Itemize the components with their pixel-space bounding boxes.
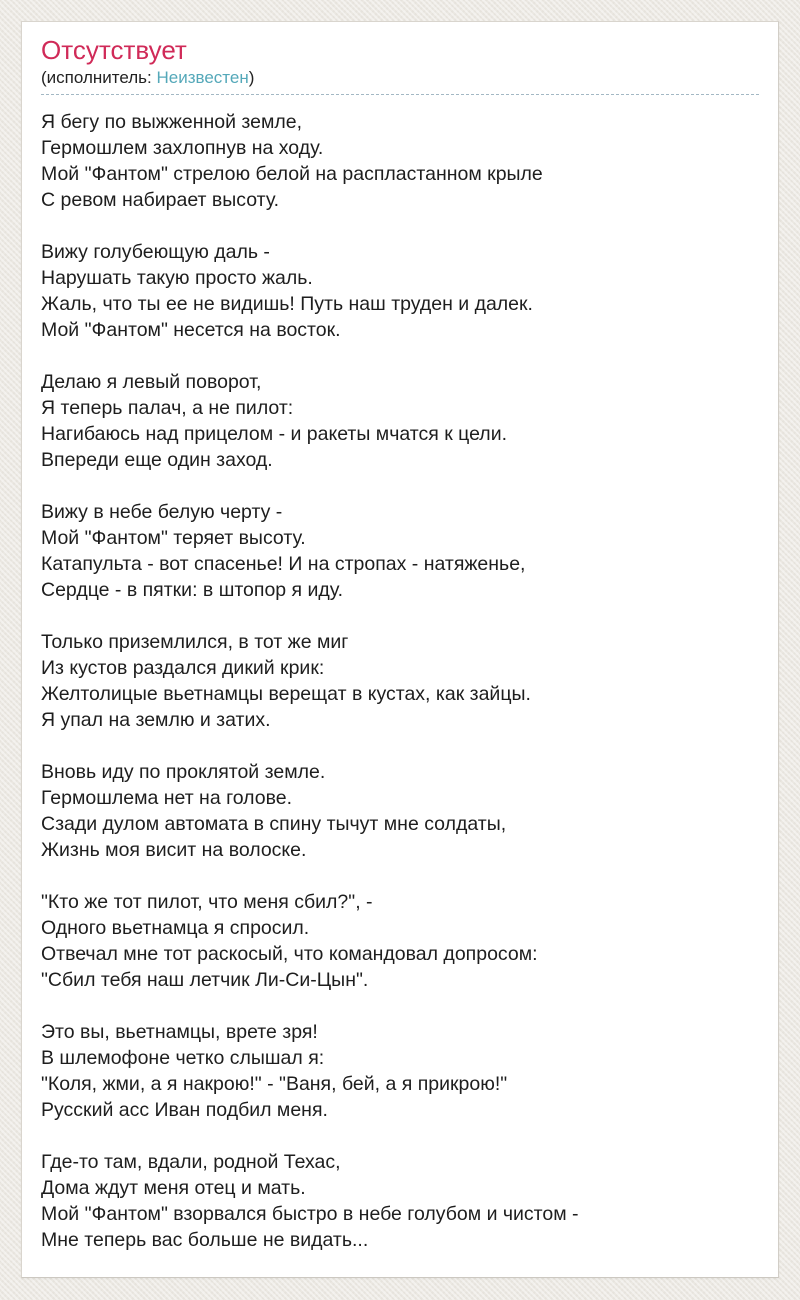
lyric-line: Нарушать такую просто жаль.: [41, 267, 313, 289]
lyric-line: "Сбил тебя наш летчик Ли-Си-Цын".: [41, 969, 369, 991]
lyric-line: С ревом набирает высоту.: [41, 189, 280, 211]
lyric-line: Одного вьетнамца я спросил.: [41, 917, 310, 939]
lyric-line: Жизнь моя висит на волоске.: [41, 839, 307, 861]
lyric-line: В шлемофоне четко слышал я:: [41, 1047, 325, 1069]
lyric-line: Русский асс Иван подбил меня.: [41, 1099, 328, 1121]
lyric-line: Из кустов раздался дикий крик:: [41, 657, 325, 679]
lyric-line: Вижу в небе белую черту -: [41, 501, 283, 523]
lyrics-card: [21, 21, 779, 1278]
stanza: [41, 239, 759, 343]
stanza: [41, 629, 759, 733]
lyric-line: Нагибаюсь над прицелом - и ракеты мчатся к цели.: [41, 423, 508, 445]
lyric-line: Сердце - в пятки: в штопор я иду.: [41, 579, 344, 601]
lyric-line: Жаль, что ты ее не видишь! Путь наш труден и далек.: [41, 293, 533, 315]
lyric-line: Я теперь палач, а не пилот:: [41, 397, 294, 419]
lyric-line: Делаю я левый поворот,: [41, 371, 262, 393]
lyric-line: Вижу голубеющую даль -: [41, 241, 270, 263]
stanza: [41, 499, 759, 603]
lyric-line: Отвечал мне тот раскосый, что командовал допросом:: [41, 943, 538, 965]
song-header: [41, 34, 759, 95]
lyric-line: Я бегу по выжженной земле,: [41, 111, 303, 133]
lyric-line: Я упал на землю и затих.: [41, 709, 271, 731]
lyric-line: Где-то там, вдали, родной Техас,: [41, 1151, 341, 1173]
lyric-line: Катапульта - вот спасенье! И на стропах - натяженье,: [41, 553, 526, 575]
lyric-line: Дома ждут меня отец и мать.: [41, 1177, 306, 1199]
lyric-line: Впереди еще один заход.: [41, 449, 273, 471]
artist-link[interactable]: Неизвестен: [156, 68, 249, 87]
lyric-line: Только приземлился, в тот же миг: [41, 631, 349, 653]
stanza: [41, 759, 759, 863]
lyric-line: Это вы, вьетнамцы, врете зря!: [41, 1021, 318, 1043]
lyrics: [41, 109, 759, 1253]
lyric-line: Сзади дулом автомата в спину тычут мне солдаты,: [41, 813, 507, 835]
page-title: Отсутствует: [41, 35, 187, 65]
lyric-line: Гермошлем захлопнув на ходу.: [41, 137, 324, 159]
lyric-line: Мой "Фантом" взорвался быстро в небе голубом и чистом -: [41, 1203, 579, 1225]
lyric-line: "Коля, жми, а я накрою!" - "Ваня, бей, а я прикрою!": [41, 1073, 508, 1095]
lyric-line: Мой "Фантом" теряет высоту.: [41, 527, 306, 549]
artist-label-suffix: ): [248, 68, 255, 87]
stanza: [41, 889, 759, 993]
lyric-line: Желтолицые вьетнамцы верещат в кустах, как зайцы.: [41, 683, 531, 705]
stanza: [41, 369, 759, 473]
lyric-line: Мой "Фантом" несется на восток.: [41, 319, 341, 341]
stanza: [41, 109, 759, 213]
lyric-line: Вновь иду по проклятой земле.: [41, 761, 326, 783]
artist-label-prefix: (исполнитель:: [41, 68, 157, 87]
stanza: [41, 1019, 759, 1123]
artist-line: [41, 67, 759, 89]
stanza: [41, 1149, 759, 1253]
lyric-line: "Кто же тот пилот, что меня сбил?", -: [41, 891, 373, 913]
lyric-line: Мой "Фантом" стрелою белой на распластанном крыле: [41, 163, 543, 185]
lyric-line: Мне теперь вас больше не видать...: [41, 1229, 369, 1251]
lyric-line: Гермошлема нет на голове.: [41, 787, 293, 809]
